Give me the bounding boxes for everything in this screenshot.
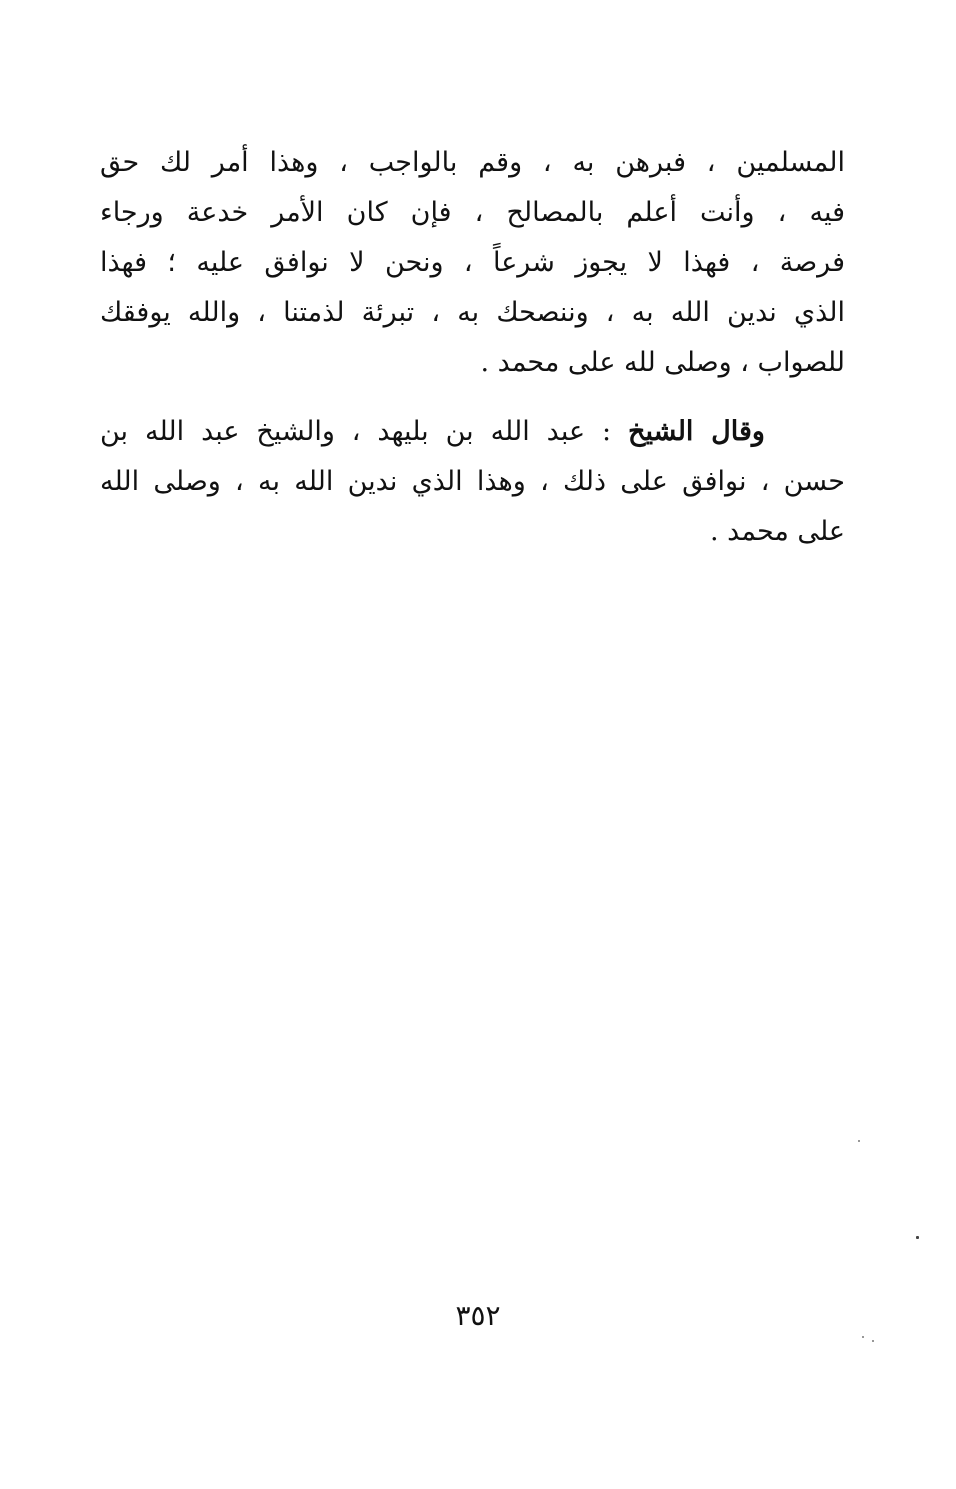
text-line: حسن ، نوافق على ذلك ، وهذا الذي ندين الله به ، وصلى الله (100, 466, 845, 497)
text-line: على محمد . (710, 516, 845, 547)
page-number: ٣٥٢ (455, 1299, 501, 1332)
scan-speck (916, 1236, 919, 1239)
text-line: فرصة ، فهذا لا يجوز شرعاً ، ونحن لا نوافق عليه ؛ فهذا (100, 247, 845, 278)
scan-speck (862, 1336, 864, 1338)
speaker-label: وقال الشيخ (628, 416, 765, 447)
paragraph-2 (100, 407, 845, 557)
text-line: المسلمين ، فبرهن به ، وقم بالواجب ، وهذا أمر لك حق (100, 147, 845, 178)
text-line (100, 407, 845, 457)
scan-speck (872, 1340, 874, 1342)
scan-speck (858, 1140, 860, 1142)
text-line: للصواب ، وصلى لله على محمد . (480, 347, 845, 378)
speaker-statement: : عبد الله بن بليهد ، والشيخ عبد الله بن (100, 416, 629, 447)
paragraph-1 (100, 138, 845, 388)
text-line: فيه ، وأنت أعلم بالمصالح ، فإن كان الأمر خدعة ورجاء (100, 197, 845, 228)
text-line: الذي ندين الله به ، وننصحك به ، تبرئة لذمتنا ، والله يوفقك (100, 297, 845, 328)
